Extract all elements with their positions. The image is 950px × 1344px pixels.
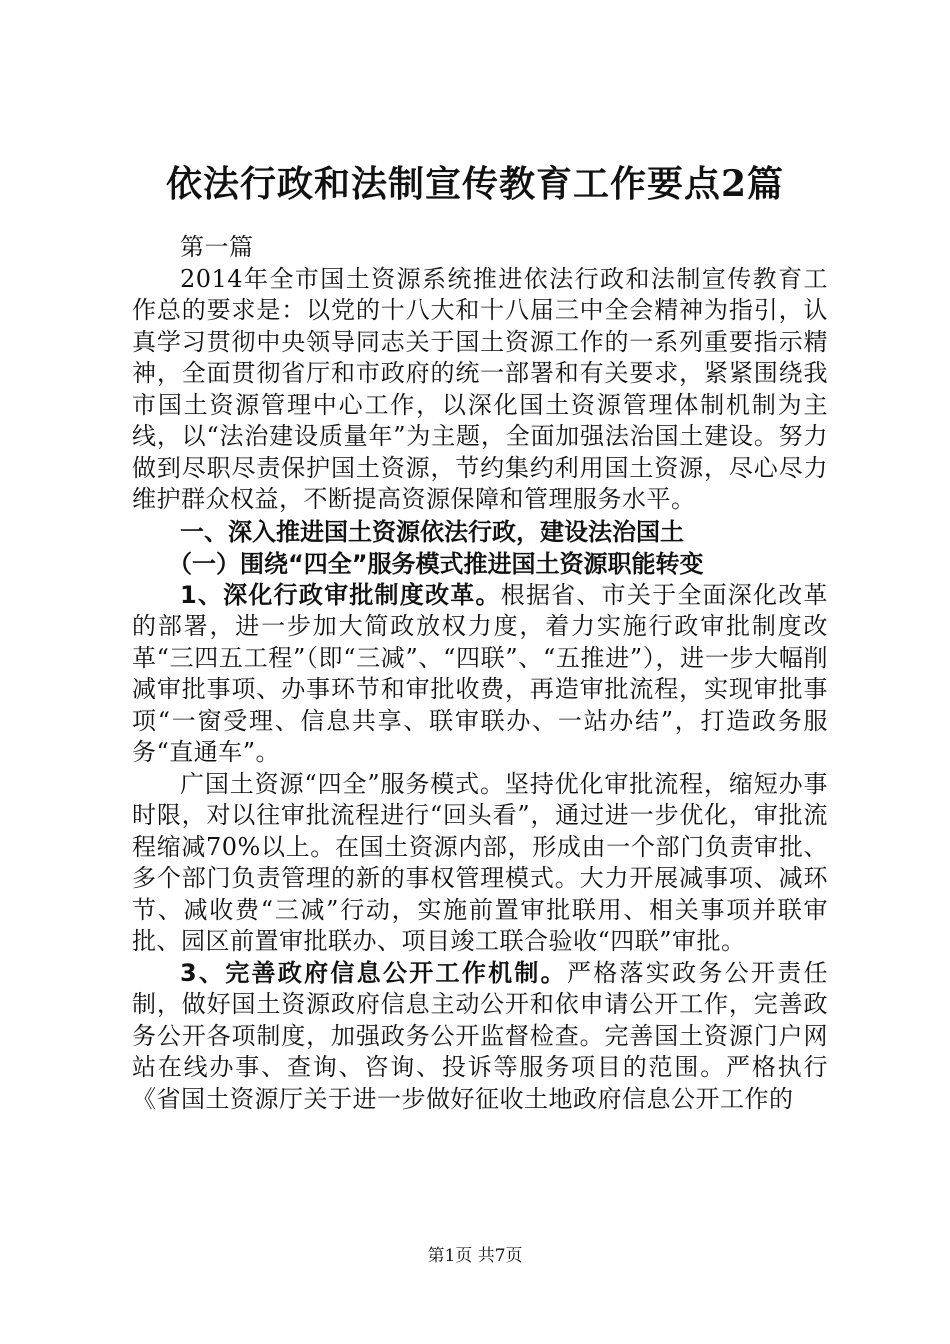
item-3-paragraph — [132, 958, 828, 1116]
item-2-paragraph: 广国土资源“四全”服务模式。坚持优化审批流程，缩短办事时限，对以往审批流程进行“回头看”，通过进一步优化，审批流程缩减70%以上。在国土资源内部，形成由一个部门负责审批、多个部门负责管理的新的事权管理模式。大力开展减事项、减环节、减收费“三减”行动，实施前置审批联用、相关事项并联审批、园区前置审批联办、项目竣工联合验收“四联”审批。 — [132, 769, 828, 955]
document-title: 依法行政和法制宣传教育工作要点2篇 — [165, 163, 785, 205]
item-1-paragraph — [132, 580, 828, 769]
item-1-lead: 1、深化行政审批制度改革。 — [180, 580, 501, 609]
item-3-lead: 3、完善政府信息公开工作机制。 — [180, 958, 567, 987]
section-heading-1: 一、深入推进国土资源依法行政，建设法治国土 — [180, 517, 684, 546]
subsection-heading-1: （一）围绕“四全”服务模式推进国土资源职能转变 — [168, 549, 704, 578]
page-footer: 第1页 共7页 — [427, 1246, 523, 1266]
document-body — [132, 232, 828, 1115]
intro-paragraph: 2014年全市国土资源系统推进依法行政和法制宣传教育工作总的要求是：以党的十八大和十八届三中全会精神为指引，认真学习贯彻中央领导同志关于国土资源工作的一系列重要指示精神，全面贯彻省厅和市政府的统一部署和有关要求，紧紧围绕我市国土资源管理中心工作，以深化国土资源管理体制机制为主线，以“法治建设质量年”为主题，全面加强法治国土建设。努力做到尽职尽责保护国土资源，节约集约利用国土资源，尽心尽力维护群众权益，不断提高资源保障和管理服务水平。 — [132, 264, 828, 513]
item-1-body: 根据省、市关于全面深化改革的部署，进一步加大简政放权力度，着力实施行政审批制度改革“三四五工程”（即“三减”、“四联”、“五推进”），进一步大幅削减审批事项、办事环节和审批收费，再造审批流程，实现审批事项“一窗受理、信息共享、联审联办、一站办结”，打造政务服务“直通车”。 — [132, 580, 829, 766]
item-3-body: 严格落实政务公开责任制，做好国土资源政府信息主动公开和依申请公开工作，完善政务公开各项制度，加强政务公开监督检查。完善国土资源门户网站在线办事、查询、咨询、投诉等服务项目的范围。严格执行《省国土资源厅关于进一步做好征收土地政府信息公开工作的 — [132, 958, 829, 1113]
section-label: 第一篇 — [180, 233, 254, 261]
